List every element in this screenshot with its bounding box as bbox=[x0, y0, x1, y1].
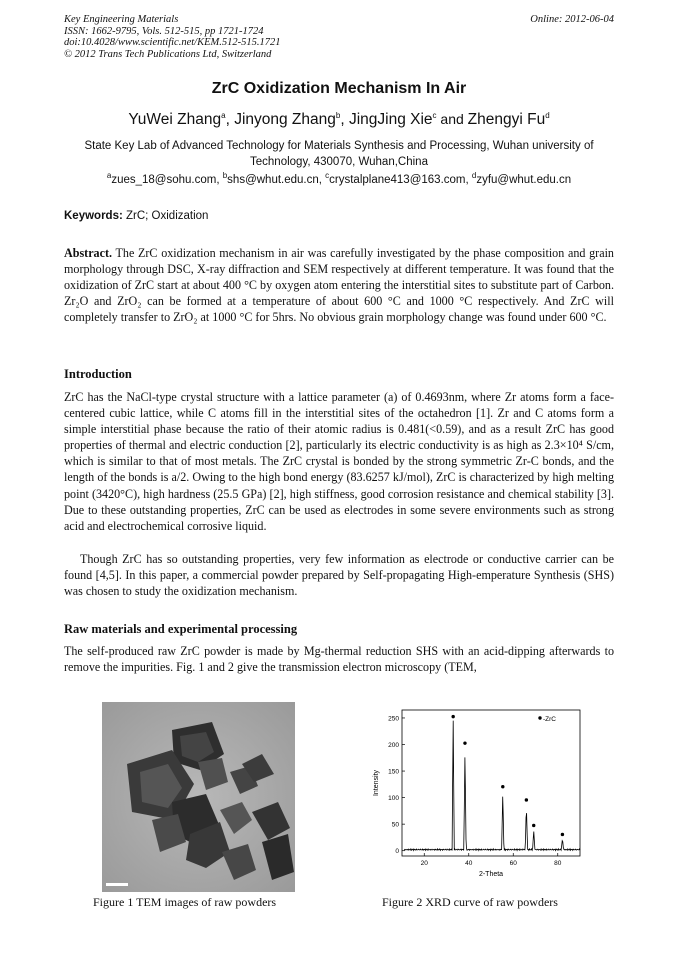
journal-name: Key Engineering Materials bbox=[64, 14, 179, 25]
abstract-text: The ZrC oxidization mechanism in air was carefully investigated by the phase composition and grain morphology through DSC, X-ray diffraction and SEM respectively at different temperature. It was found that the oxidization of ZrC start at about 400 °C by oxygen atom entering the interstitial sites to substitute part of Carbon. Zr₂O and ZrO₂ can be formed at a temperature of about 600 °C and 1000 °C respectively. And ZrC will completely transfer to ZrO₂ at 1000 °C for 5hrs. No obvious grain morphology change was found under 600 °C. bbox=[64, 246, 614, 325]
y-tick-label: 250 bbox=[388, 715, 399, 723]
section-heading-raw-materials: Raw materials and experimental processing bbox=[64, 622, 298, 636]
email-list: $^a$zues_18@sohu.com, $^b$shs@whut.edu.cn, $^c$crystalplane413@163.com, $^d$zyfu@whut.edu.cn bbox=[106, 171, 572, 186]
abstract bbox=[64, 245, 614, 325]
keywords-text: ZrC; Oxidization bbox=[126, 210, 209, 222]
author: Zhengyi Fu bbox=[467, 111, 546, 128]
keywords-label: Keywords: bbox=[64, 210, 123, 222]
intro-paragraph-1: ZrC has the NaCl-type crystal structure with a lattice parameter (a) of 0.4693nm, where Zr atoms form a face-centered cubic lattice, while C atoms fill in the interstitial sites of the octahedron [1]. Zr and C atoms form a simple interstitial phase because the ratio of their atomic radius is 0.481(<0.59), and as a result ZrC has good properties of thermal and electric conduction [2], particularly its electric conductivity is as high as 2.3×10⁴ S/cm, which is similar to that of most metals. The ZrC crystal is bonded by the strong symmetric Zr-C bonds, and the length of the bonds is a/2. Owing to the high bond energy (83.6257 kJ/mol), ZrC is characterized by high melting point (3420°C), high hardness (25.5 GPa) [2], high stiffness, good corrosion resistance and chemical stability [3]. Due to these outstanding properties, ZrC can be used as electrodes in some severe environments such as strong acid and electrochemical corrosive liquid. bbox=[64, 390, 614, 533]
author: YuWei Zhang bbox=[128, 111, 222, 128]
abstract-label: Abstract. bbox=[64, 246, 113, 260]
zrc-peak-marker bbox=[501, 785, 504, 788]
x-tick-label: 60 bbox=[509, 860, 517, 867]
x-tick-label: 80 bbox=[554, 860, 562, 867]
paper-title: ZrC Oxidization Mechanism In Air bbox=[211, 80, 467, 97]
zrc-peak-marker bbox=[532, 824, 535, 827]
tem-micrograph bbox=[102, 702, 295, 892]
y-tick-label: 200 bbox=[388, 742, 399, 750]
xrd-series-line bbox=[404, 721, 580, 851]
y-axis-label: Intensity bbox=[373, 769, 380, 797]
tem-image bbox=[102, 702, 295, 892]
y-tick-label: 100 bbox=[388, 795, 399, 803]
keywords bbox=[64, 210, 208, 222]
copyright-line: © 2012 Trans Tech Publications Ltd, Switzerland bbox=[64, 48, 272, 60]
author-list: YuWei Zhang$^a$, Jinyong Zhang$^b$, JingJing Xie$^c$ and Zhengyi Fu$^d$ bbox=[128, 110, 550, 128]
author: Jinyong Zhang bbox=[234, 111, 336, 128]
affiliation: State Key Lab of Advanced Technology for Materials Synthesis and Processing, Wuhan university of Technology, 430070, Wuhan,China bbox=[84, 140, 594, 168]
section-heading-introduction: Introduction bbox=[64, 367, 132, 381]
zrc-peak-marker bbox=[525, 798, 528, 801]
x-tick-label: 20 bbox=[420, 860, 428, 867]
y-tick-label: 150 bbox=[388, 768, 399, 776]
y-tick-label: 0 bbox=[395, 848, 399, 856]
figure-1-caption: Figure 1 TEM images of raw powders bbox=[93, 895, 277, 909]
zrc-peak-marker bbox=[561, 833, 564, 836]
y-tick-label: 50 bbox=[391, 821, 399, 829]
running-header-left bbox=[64, 14, 281, 60]
online-date: Online: 2012-06-04 bbox=[530, 14, 614, 25]
x-tick-label: 40 bbox=[465, 860, 473, 867]
legend-label: -ZrC bbox=[543, 716, 556, 723]
author: JingJing Xie bbox=[348, 111, 433, 128]
email-link[interactable]: zyfu@whut.edu.cn bbox=[476, 174, 572, 186]
intro-paragraph-2: Though ZrC has so outstanding properties, very few information as electrode or conductive carrier can be found [4,5]. In this paper, a commercial powder prepared by Self-propagating High-emperature Synthesis (SHS) was chosen to study the oxidization mechanism. bbox=[64, 552, 614, 599]
zrc-peak-marker bbox=[463, 741, 466, 744]
raw-paragraph-1: The self-produced raw ZrC powder is made by Mg-thermal reduction SHS with an acid-dipping afterwards to remove the impurities. Fig. 1 and 2 give the transmission electron microscopy (TEM, bbox=[64, 644, 614, 675]
plot-frame bbox=[402, 710, 580, 856]
xrd-chart bbox=[368, 704, 590, 896]
email-link[interactable]: crystalplane413@163.com, bbox=[329, 174, 472, 186]
xrd-chart-svg bbox=[368, 704, 590, 896]
doi-line: doi:10.4028/www.scientific.net/KEM.512-515.1721 bbox=[64, 37, 281, 48]
email-link[interactable]: shs@whut.edu.cn, bbox=[227, 174, 326, 186]
figure-2-caption: Figure 2 XRD curve of raw powders bbox=[382, 895, 558, 909]
zrc-peak-marker bbox=[451, 715, 454, 718]
email-link[interactable]: zues_18@sohu.com, bbox=[111, 174, 223, 186]
legend-marker bbox=[538, 716, 541, 719]
x-axis-label: 2-Theta bbox=[478, 871, 504, 878]
issn-line: ISSN: 1662-9795, Vols. 512-515, pp 1721-1724 bbox=[64, 25, 264, 37]
